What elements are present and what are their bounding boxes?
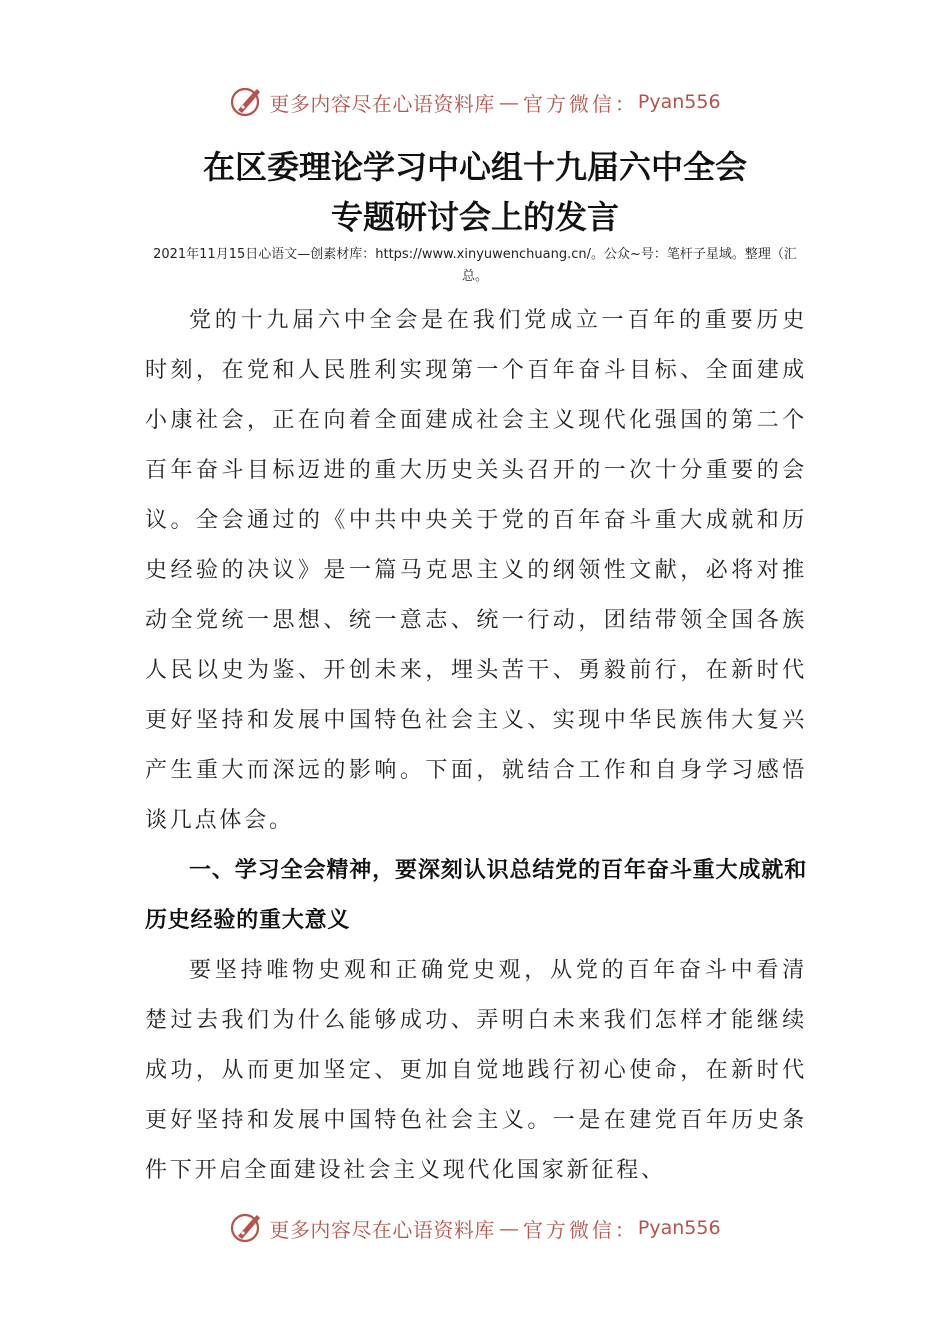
banner-separator: —	[498, 90, 519, 114]
banner-wechat-id: Pyan556	[637, 91, 721, 113]
section-heading: 一、学习全会精神，要深刻认识总结党的百年奋斗重大成就和历史经验的重大意义	[145, 858, 807, 933]
document-title-line2: 专题研讨会上的发言	[330, 198, 619, 236]
banner-official-label: 官方微信：	[522, 91, 638, 116]
body-paragraph: 党的十九届六中全会是在我们党成立一百年的重要历史时刻，在党和人民胜利实现第一个百年奋斗目标、全面建成小康社会，正在向着全面建成社会主义现代化强国的第二个百年奋斗目标迈进的重大历史关头召开的一次十分重要的会议。全会通过的《中共中央关于党的百年奋斗重大成就和历史经验的决议》是一篇马克思主义的纲领性文献，必将对推动全党统一思想、统一意志、统一行动，团结带领全国各族人民以史为鉴、开创未来，埋头苦干、勇毅前行，在新时代更好坚持和发展中国特色社会主义、实现中华民族伟大复兴产生重大而深远的影响。下面，就结合工作和自身学习感悟谈几点体会。	[145, 308, 807, 833]
body-paragraph: 要坚持唯物史观和正确党史观，从党的百年奋斗中看清楚过去我们为什么能够成功、弄明白未来我们怎样才能继续成功，从而更加坚定、更加自觉地践行初心使命，在新时代更好坚持和发展中国特色社会主义。一是在建党百年历史条件下开启全面建设社会主义现代化国家新征程、	[145, 958, 807, 1183]
banner-text: 更多内容尽在心语资料库	[269, 1217, 495, 1242]
header-banner	[0, 82, 950, 122]
footer-banner	[0, 1208, 950, 1248]
document-title-line1: 在区委理论学习中心组十九届六中全会	[202, 148, 747, 186]
banner-text: 更多内容尽在心语资料库	[269, 91, 495, 116]
document-body	[145, 296, 807, 1196]
pen-nib-circle-icon	[229, 85, 263, 119]
pen-nib-circle-icon	[229, 1211, 263, 1245]
banner-separator: —	[498, 1216, 519, 1240]
source-meta: 2021年11月15日心语文—创素材库：https://www.xinyuwenchuang.cn/。公众~号：笔杆子星域。整理（汇总。	[153, 247, 797, 284]
banner-wechat-id: Pyan556	[637, 1217, 721, 1239]
banner-official-label: 官方微信：	[522, 1217, 638, 1242]
